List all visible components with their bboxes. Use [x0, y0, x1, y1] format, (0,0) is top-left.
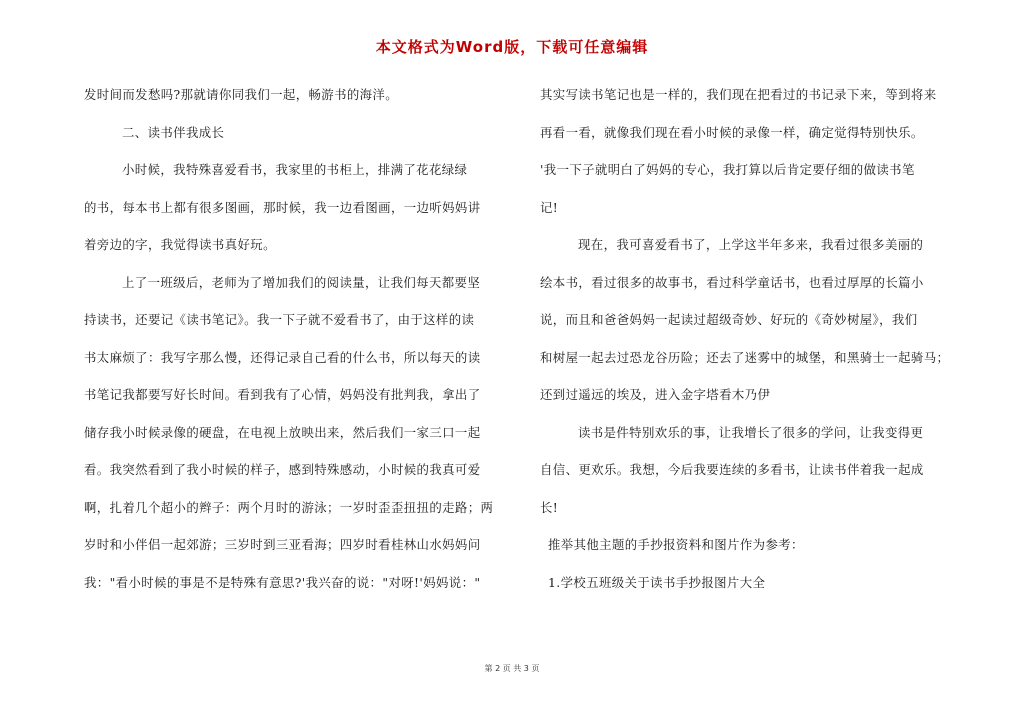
paragraph-line: 长! [540, 499, 559, 515]
paragraph-line: 小时候，我特殊喜爱看书，我家里的书柜上，排满了花花绿绿 [122, 162, 468, 177]
paragraph-line: 书太麻烦了：我写字那么慢，还得记录自己看的什么书，所以每天的读 [84, 349, 481, 365]
left-text-column [84, 80, 505, 605]
paragraph-line: 再看一看，就像我们现在看小时候的录像一样，确定觉得特别快乐。 [540, 124, 924, 140]
paragraph-line: 发时间而发愁吗?那就请你同我们一起，畅游书的海洋。 [84, 87, 399, 102]
paragraph-line: 的书，每本书上都有很多图画，那时候，我一边看图画，一边听妈妈讲 [84, 199, 481, 215]
paragraph-line: 记! [540, 199, 559, 215]
paragraph-line: '我一下子就明白了妈妈的专心，我打算以后肯定要仔细的做读书笔 [540, 162, 915, 177]
section-heading: 二、读书伴我成长 [122, 124, 225, 140]
paragraph-line: 书笔记我都要写好长时间。看到我有了心情，妈妈没有批判我，拿出了 [84, 387, 481, 402]
paragraph-line: 还到过遥远的埃及，进入金字塔看木乃伊 [540, 387, 771, 402]
recommendation-link-item: 1.学校五班级关于读书手抄报图片大全 [548, 574, 766, 590]
paragraph-line: 和树屋一起去过恐龙谷历险；还去了迷雾中的城堡，和黑骑士一起骑马； [540, 349, 950, 365]
paragraph-line: 啊，扎着几个超小的辫子：两个月时的游泳；一岁时歪歪扭扭的走路；两 [84, 499, 494, 515]
paragraph-line: 说，而且和爸爸妈妈一起读过超级奇妙、好玩的《奇妙树屋》，我们 [540, 312, 918, 327]
paragraph-line: 岁时和小伴侣一起郊游；三岁时到三亚看海；四岁时看桂林山水妈妈问 [84, 537, 481, 552]
paragraph-line: 读书是件特别欢乐的事，让我增长了很多的学问，让我变得更 [578, 424, 924, 440]
right-text-column [540, 80, 954, 605]
paragraph-line: 绘本书，看过很多的故事书，看过科学童话书，也看过厚厚的长篇小 [540, 274, 924, 290]
paragraph-line: 储存我小时候录像的硬盘，在电视上放映出来，然后我们一家三口一起 [84, 424, 481, 440]
paragraph-line: 其实写读书笔记也是一样的，我们现在把看过的书记录下来，等到将来 [540, 87, 937, 102]
document-header-title: 本文格式为Word版，下载可任意编辑 [375, 38, 649, 56]
paragraph-line: 持读书，还要记《读书笔记》。我一下子就不爱看书了，由于这样的读 [84, 312, 475, 327]
paragraph-line: 我："看小时候的事是不是特殊有意思?'我兴奋的说："对呀!'妈妈说：" [84, 574, 481, 590]
page-number: 第 2 页 共 3 页 [484, 664, 540, 673]
paragraph-line: 自信、更欢乐。我想，今后我要连续的多看书，让读书伴着我一起成 [540, 462, 924, 477]
recommendation-line: 推举其他主题的手抄报资料和图片作为参考： [548, 537, 804, 552]
paragraph-line: 上了一班级后，老师为了增加我们的阅读量，让我们每天都要坚 [122, 274, 481, 290]
paragraph-line: 看。我突然看到了我小时候的样子，感到特殊感动，小时候的我真可爱 [84, 462, 481, 477]
paragraph-line: 着旁边的字，我觉得读书真好玩。 [84, 237, 276, 252]
paragraph-line: 现在，我可喜爱看书了，上学这半年多来，我看过很多美丽的 [578, 237, 924, 252]
